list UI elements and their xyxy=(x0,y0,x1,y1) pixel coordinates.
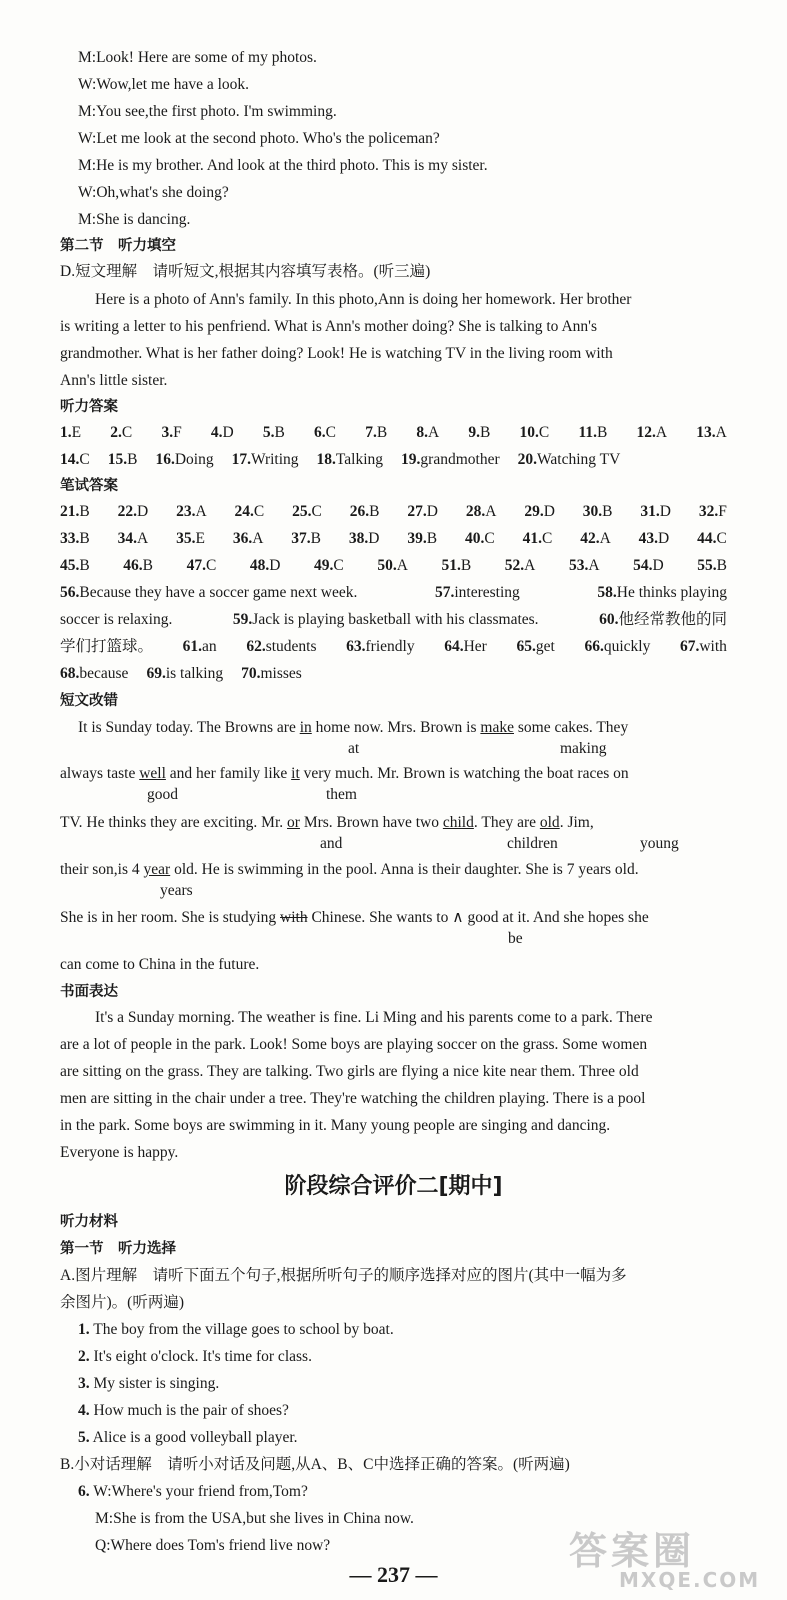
page-number: — 237 — xyxy=(349,1562,438,1587)
answer-item: 33.B xyxy=(60,530,90,547)
list-item: 1. The boy from the village goes to school by boat. xyxy=(78,1321,394,1338)
answer-item: 56.Because they have a soccer game next week. xyxy=(60,584,358,601)
passage-line: Here is a photo of Ann's family. In this photo,Ann is doing her homework. Her brother xyxy=(95,291,632,308)
answer-item: 34.A xyxy=(117,530,149,547)
correction-fix: them xyxy=(326,786,357,803)
answer-row xyxy=(60,664,727,684)
answer-item: 41.C xyxy=(522,530,553,547)
writing-line: in the park. Some boys are swimming in it. Many young people are singing and dancing. xyxy=(60,1117,611,1134)
correction-fix: be xyxy=(508,930,523,947)
answer-item: 42.A xyxy=(580,530,611,547)
answer-item: 12.A xyxy=(636,424,668,441)
answer-item: 8.A xyxy=(416,424,440,441)
passage-line: is writing a letter to his penfriend. What is Ann's mother doing? She is talking to Ann's xyxy=(60,318,597,335)
answer-item: 59.Jack is playing basketball with his classmates. xyxy=(232,611,539,628)
answer-item: 24.C xyxy=(234,503,265,520)
list-item: 3. My sister is singing. xyxy=(78,1375,220,1392)
answer-item: 2.C xyxy=(110,424,133,441)
answer-item: 10.C xyxy=(519,424,550,441)
answer-item: 39.B xyxy=(407,530,438,547)
correction-fix: making xyxy=(560,740,607,757)
answer-item: 5.B xyxy=(262,424,285,441)
answer-item: 9.B xyxy=(468,424,491,441)
correction-fix: and xyxy=(320,835,343,852)
error-word: with xyxy=(280,909,308,926)
answer-item: 64.Her xyxy=(444,638,487,655)
answer-item: 68.because xyxy=(60,665,129,682)
list-item: 4. How much is the pair of shoes? xyxy=(78,1402,289,1419)
answer-item: 35.E xyxy=(176,530,205,547)
answer-item: 28.A xyxy=(465,503,497,520)
answer-item: 46.B xyxy=(123,557,154,574)
error-word: child xyxy=(442,814,474,831)
stage-title: 阶段综合评价二[期中] xyxy=(284,1174,503,1199)
answer-item: soccer is relaxing. xyxy=(60,611,173,628)
section-a-instruction: A.图片理解 请听下面五个句子,根据所听句子的顺序选择对应的图片(其中一幅为多 xyxy=(60,1267,627,1284)
answer-item: 66.quickly xyxy=(584,638,651,655)
answer-item: 18.Talking xyxy=(316,451,384,468)
dialogue-line: W:Oh,what's she doing? xyxy=(78,184,229,201)
list-item: 2. It's eight o'clock. It's time for class. xyxy=(78,1348,312,1365)
answer-item: 4.D xyxy=(210,424,234,441)
list-item: 5. Alice is a good volleyball player. xyxy=(78,1429,298,1446)
writing-heading: 书面表达 xyxy=(60,984,118,1000)
correction-fix: children xyxy=(507,835,558,852)
error-word: well xyxy=(139,765,166,782)
answer-item: 23.A xyxy=(176,503,207,520)
writing-line: are a lot of people in the park. Look! Some boys are playing soccer on the grass. Some women xyxy=(60,1036,648,1053)
correction-fix: years xyxy=(160,882,193,899)
answer-row xyxy=(60,610,727,630)
answer-item: 1.E xyxy=(60,424,82,441)
answer-item: 30.B xyxy=(582,503,613,520)
answer-item: 50.A xyxy=(377,557,408,574)
correction-line: always taste well and her family like it very much. Mr. Brown is watching the boat races on xyxy=(60,765,629,782)
answer-item: 54.D xyxy=(633,557,664,574)
answer-item: 47.C xyxy=(186,557,217,574)
answer-item: 37.B xyxy=(291,530,321,547)
dialogue-line: M:She is dancing. xyxy=(78,211,191,228)
answer-row xyxy=(60,502,727,522)
answer-item: 48.D xyxy=(249,557,281,574)
answer-item: 55.B xyxy=(697,557,727,574)
answer-item: 70.misses xyxy=(241,665,302,682)
answer-row xyxy=(60,637,727,657)
answer-item: 20.Watching TV xyxy=(517,451,621,468)
error-word: or xyxy=(287,814,300,831)
error-word: make xyxy=(480,719,514,736)
answer-item: 15.B xyxy=(107,451,138,468)
answer-item: 31.D xyxy=(640,503,671,520)
correction-line: She is in her room. She is studying with Chinese. She wants to ∧ good at it. And she hopes she xyxy=(60,909,649,926)
answer-row xyxy=(60,556,727,576)
writing-line: It's a Sunday morning. The weather is fine. Li Ming and his parents come to a park. There xyxy=(95,1009,653,1026)
watermark-logo: 答案圈 MXQE.COM xyxy=(569,1529,761,1592)
error-word: in xyxy=(299,719,312,736)
dialogue-line: M:He is my brother. And look at the third photo. This is my sister. xyxy=(78,157,488,174)
correction-line: It is Sunday today. The Browns are in home now. Mrs. Brown is make some cakes. They xyxy=(78,719,629,736)
error-word: it xyxy=(291,765,300,782)
correction-line: their son,is 4 year old. He is swimming in the pool. Anna is their daughter. She is 7 years old. xyxy=(60,861,639,878)
answer-row xyxy=(60,529,727,549)
correction-line: can come to China in the future. xyxy=(60,956,260,973)
section-heading: 第二节 听力填空 xyxy=(60,238,176,254)
answer-item: 11.B xyxy=(578,424,608,441)
answer-item: 14.C xyxy=(60,451,90,468)
writing-line: Everyone is happy. xyxy=(60,1144,179,1161)
materials-heading: 听力材料 xyxy=(60,1214,118,1230)
answer-item: 16.Doing xyxy=(155,451,214,468)
answer-item: 53.A xyxy=(568,557,600,574)
answer-item: 21.B xyxy=(60,503,90,520)
passage-line: grandmother. What is her father doing? Look! He is watching TV in the living room with xyxy=(60,345,613,362)
answer-item: 43.D xyxy=(638,530,670,547)
answer-item: 13.A xyxy=(696,424,727,441)
answer-row xyxy=(60,583,727,603)
answer-item: 22.D xyxy=(117,503,149,520)
answer-item: 52.A xyxy=(504,557,536,574)
correction-heading: 短文改错 xyxy=(60,693,118,709)
dialogue-line: W:Wow,let me have a look. xyxy=(78,76,250,93)
answer-item: 40.C xyxy=(464,530,495,547)
answer-row xyxy=(60,423,727,443)
answer-item: 60.他经常教他的同 xyxy=(599,611,727,628)
correction-fix: at xyxy=(348,740,360,757)
answer-item: 69.is talking xyxy=(146,665,224,682)
answer-item: 32.F xyxy=(698,503,727,520)
answer-item: 3.F xyxy=(161,424,182,441)
section-b-instruction: B.小对话理解 请听小对话及问题,从A、B、C中选择正确的答案。(听两遍) xyxy=(60,1456,570,1473)
answer-item: 25.C xyxy=(292,503,322,520)
dialogue-line: Q:Where does Tom's friend live now? xyxy=(95,1537,331,1554)
error-word: old xyxy=(539,814,560,831)
answer-item: 58.He thinks playing xyxy=(597,584,727,601)
answer-item: 19.grandmother xyxy=(401,451,500,468)
correction-fix: good xyxy=(147,786,178,803)
answer-item: 7.B xyxy=(365,424,388,441)
answer-item: 63.friendly xyxy=(346,638,415,655)
answer-item: 62.students xyxy=(246,638,317,655)
answer-item: 26.B xyxy=(349,503,380,520)
answer-row xyxy=(60,450,727,470)
answer-item: 学们打篮球。 xyxy=(60,638,154,655)
answer-item: 61.an xyxy=(182,638,217,655)
writing-line: are sitting on the grass. They are talking. Two girls are flying a nice kite near them. Three old xyxy=(60,1063,639,1080)
answer-item: 38.D xyxy=(348,530,380,547)
writing-line: men are sitting in the chair under a tree. They're watching the children playing. There is a pool xyxy=(60,1090,646,1107)
dialogue-line: W:Let me look at the second photo. Who's the policeman? xyxy=(78,130,440,147)
section-d-instruction: D.短文理解 请听短文,根据其内容填写表格。(听三遍) xyxy=(60,263,431,280)
list-item: 6. W:Where's your friend from,Tom? xyxy=(78,1483,308,1500)
dialogue-line: M:You see,the first photo. I'm swimming. xyxy=(78,103,337,120)
insert-mark: ∧ xyxy=(452,909,464,926)
answer-item: 51.B xyxy=(441,557,472,574)
section-a-instruction: 余图片)。(听两遍) xyxy=(60,1294,184,1311)
listening-answers-heading: 听力答案 xyxy=(60,399,118,415)
answer-item: 67.with xyxy=(679,638,727,655)
answer-item: 36.A xyxy=(232,530,264,547)
answer-item: 17.Writing xyxy=(231,451,299,468)
correction-fix: young xyxy=(640,835,679,852)
section-heading: 第一节 听力选择 xyxy=(60,1241,176,1257)
passage-line: Ann's little sister. xyxy=(60,372,168,389)
dialogue-line: M:She is from the USA,but she lives in China now. xyxy=(95,1510,414,1527)
answer-item: 65.get xyxy=(516,638,555,655)
answer-item: 44.C xyxy=(697,530,727,547)
error-word: year xyxy=(143,861,171,878)
dialogue-line: M:Look! Here are some of my photos. xyxy=(78,49,317,66)
written-answers-heading: 笔试答案 xyxy=(60,478,118,494)
answer-item: 45.B xyxy=(60,557,90,574)
answer-item: 27.D xyxy=(407,503,438,520)
answer-item: 49.C xyxy=(314,557,344,574)
correction-line: TV. He thinks they are exciting. Mr. or Mrs. Brown have two child. They are old. Jim, xyxy=(60,814,594,831)
answer-item: 6.C xyxy=(314,424,337,441)
answer-item: 29.D xyxy=(524,503,555,520)
answer-item: 57.interesting xyxy=(434,584,520,601)
